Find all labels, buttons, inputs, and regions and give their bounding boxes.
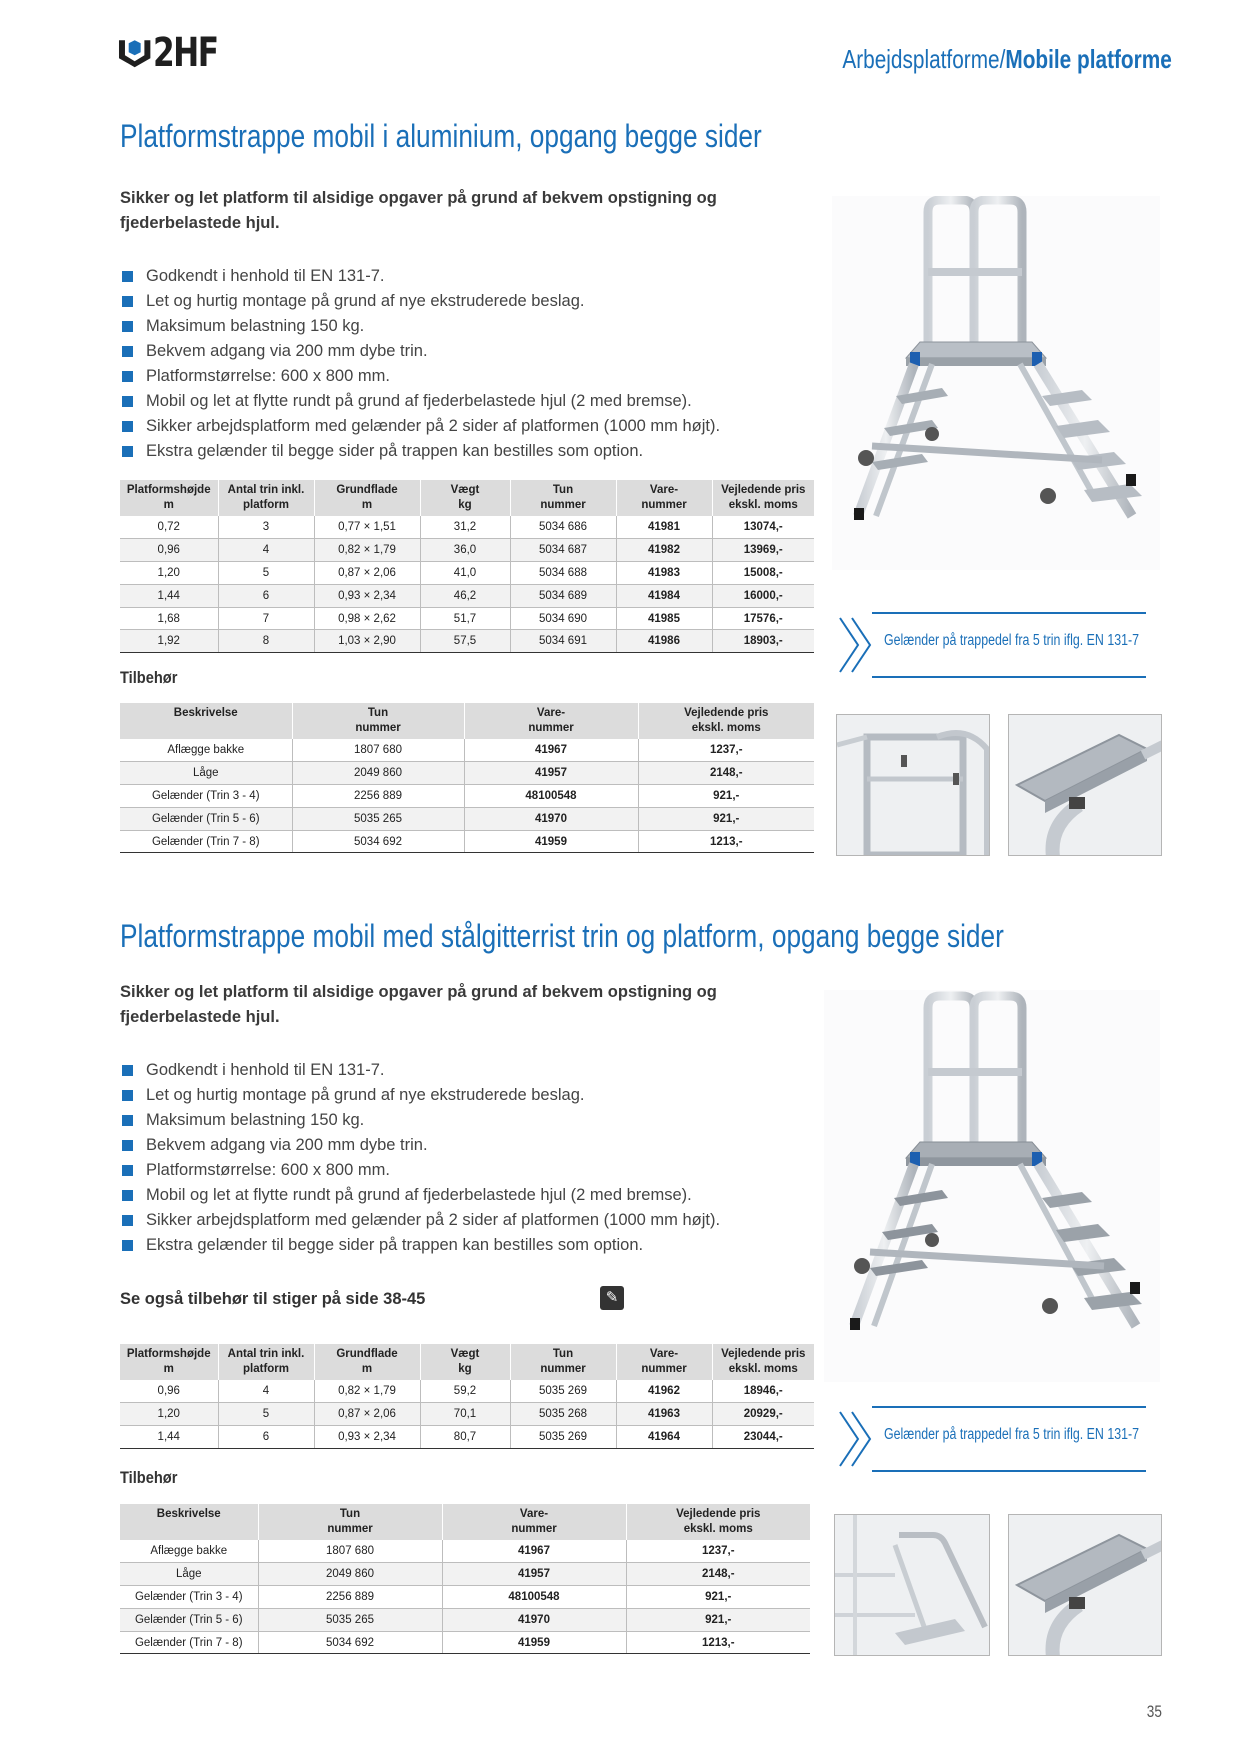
table-cell: 6 — [218, 584, 314, 607]
table-cell: 5 — [218, 1403, 314, 1426]
table-cell: 0,87 × 2,06 — [314, 562, 420, 585]
column-header: Platformshøjde m — [120, 480, 218, 516]
table-cell: 70,1 — [420, 1403, 510, 1426]
callout-text: Gelænder på trappedel fra 5 trin iflg. EN 131-7 — [884, 632, 1140, 649]
table-cell: 41962 — [616, 1380, 712, 1403]
table-cell: 1,92 — [120, 630, 218, 653]
table-cell: 41970 — [464, 807, 638, 830]
table-row — [120, 785, 814, 808]
table-cell: 5035 269 — [510, 1426, 616, 1449]
feature-item: Godkendt i henhold til EN 131-7. — [120, 264, 820, 289]
column-header: Grundflade m — [314, 1344, 420, 1380]
table-cell: 921,- — [638, 807, 814, 830]
table-header-row — [120, 480, 814, 516]
table-cell: 2148,- — [638, 762, 814, 785]
callout-text: Gelænder på trappedel fra 5 trin iflg. EN 131-7 — [884, 1426, 1140, 1443]
table-cell: 41959 — [442, 1631, 626, 1654]
table-header-row — [120, 703, 814, 739]
table-cell: 8 — [218, 630, 314, 653]
table-cell: Aflægge bakke — [120, 1540, 258, 1563]
table-cell: 2256 889 — [292, 785, 464, 808]
table-cell: 41959 — [464, 830, 638, 853]
section-1-accessories-title: Tilbehør — [120, 668, 178, 687]
table-cell: 41964 — [616, 1426, 712, 1449]
table-row — [120, 1586, 810, 1609]
table-row — [120, 1426, 814, 1449]
column-header: Vejledende pris ekskl. moms — [712, 1344, 814, 1380]
table-cell: 18946,- — [712, 1380, 814, 1403]
table-cell: 5034 687 — [510, 539, 616, 562]
table-cell: 0,96 — [120, 1380, 218, 1403]
table-cell: Låge — [120, 1563, 258, 1586]
accessory-photo-tray — [1008, 1514, 1162, 1656]
table-cell: 41970 — [442, 1608, 626, 1631]
table-cell: 36,0 — [420, 539, 510, 562]
table-cell: 4 — [218, 539, 314, 562]
section-2-accessories-title: Tilbehør — [120, 1468, 178, 1487]
intro-line: fjederbelastede hjul. — [120, 1008, 280, 1026]
table-cell: 0,72 — [120, 516, 218, 539]
table-cell: Aflægge bakke — [120, 739, 292, 762]
accessory-photo-handrail — [834, 1514, 990, 1656]
product-photo-aluminium-platform — [832, 196, 1160, 570]
table-cell: 1,44 — [120, 584, 218, 607]
table-cell: 921,- — [638, 785, 814, 808]
table-cell: 41,0 — [420, 562, 510, 585]
breadcrumb-separator: / — [999, 44, 1006, 74]
table-cell: 1,68 — [120, 607, 218, 630]
table-cell: 41967 — [442, 1540, 626, 1563]
gate-illustration — [837, 715, 990, 856]
table-cell: 1807 680 — [292, 739, 464, 762]
table-cell: 4 — [218, 1380, 314, 1403]
table-cell: 1807 680 — [258, 1540, 442, 1563]
table-cell: 18903,- — [712, 630, 814, 653]
table-cell: 41957 — [464, 762, 638, 785]
table-cell: 13969,- — [712, 539, 814, 562]
feature-item: Sikker arbejdsplatform med gelænder på 2 sider af platformen (1000 mm højt). — [120, 414, 820, 439]
table-cell: 1,44 — [120, 1426, 218, 1449]
column-header: Vægt kg — [420, 1344, 510, 1380]
section-2-spec-table — [120, 1344, 814, 1449]
table-cell: 921,- — [626, 1608, 810, 1631]
product-photo-steel-grating-platform — [824, 990, 1160, 1382]
feature-item: Maksimum belastning 150 kg. — [120, 314, 820, 339]
section-2-accessories-table — [120, 1504, 810, 1654]
book-icon: ✎ — [600, 1286, 624, 1310]
table-cell: 1237,- — [638, 739, 814, 762]
table-cell: Gelænder (Trin 7 - 8) — [120, 830, 292, 853]
table-cell: 5 — [218, 562, 314, 585]
table-row — [120, 584, 814, 607]
table-cell: 0,82 × 1,79 — [314, 1380, 420, 1403]
table-cell: 0,98 × 2,62 — [314, 607, 420, 630]
table-cell: 5034 692 — [258, 1631, 442, 1654]
section-2-intro — [120, 980, 810, 1030]
table-cell: 46,2 — [420, 584, 510, 607]
section-1-spec-table — [120, 480, 814, 653]
table-cell: 3 — [218, 516, 314, 539]
column-header: Beskrivelse — [120, 703, 292, 739]
table-cell: 0,82 × 1,79 — [314, 539, 420, 562]
breadcrumb-current: Mobile platforme — [1005, 44, 1172, 74]
table-cell: 0,77 × 1,51 — [314, 516, 420, 539]
table-cell: 5035 269 — [510, 1380, 616, 1403]
breadcrumb — [843, 44, 1172, 75]
intro-line: fjederbelastede hjul. — [120, 214, 280, 232]
table-cell: 5034 689 — [510, 584, 616, 607]
table-row — [120, 539, 814, 562]
column-header: Vare- nummer — [464, 703, 638, 739]
table-row — [120, 762, 814, 785]
table-row — [120, 1631, 810, 1654]
column-header: Vare- nummer — [616, 1344, 712, 1380]
logo-icon — [116, 30, 153, 76]
table-cell: 5035 268 — [510, 1403, 616, 1426]
table-row — [120, 562, 814, 585]
table-cell: 17576,- — [712, 607, 814, 630]
section-1-features — [120, 264, 820, 464]
table-cell: Gelænder (Trin 3 - 4) — [120, 1586, 258, 1609]
accessory-photo-gate — [836, 714, 990, 856]
column-header: Beskrivelse — [120, 1504, 258, 1540]
table-cell: 5034 686 — [510, 516, 616, 539]
section-1-title: Platformstrappe mobil i aluminium, opgang begge sider — [120, 118, 762, 154]
column-header: Grundflade m — [314, 480, 420, 516]
column-header: Platformshøjde m — [120, 1344, 218, 1380]
column-header: Vare- nummer — [616, 480, 712, 516]
table-cell: 1237,- — [626, 1540, 810, 1563]
table-cell: 2256 889 — [258, 1586, 442, 1609]
feature-item: Mobil og let at flytte rundt på grund af fjederbelastede hjul (2 med bremse). — [120, 1183, 820, 1208]
section-2-features — [120, 1058, 820, 1258]
table-cell: Gelænder (Trin 5 - 6) — [120, 1608, 258, 1631]
intro-line: Sikker og let platform til alsidige opgaver på grund af bekvem opstigning og — [120, 983, 717, 1001]
table-cell: 5034 691 — [510, 630, 616, 653]
table-cell: 31,2 — [420, 516, 510, 539]
table-cell: 51,7 — [420, 607, 510, 630]
table-cell: 41957 — [442, 1563, 626, 1586]
column-header: Antal trin inkl. platform — [218, 1344, 314, 1380]
table-row — [120, 807, 814, 830]
handrail-illustration — [835, 1515, 990, 1656]
column-header: Tun nummer — [292, 703, 464, 739]
table-row — [120, 1563, 810, 1586]
section-1-intro — [120, 186, 810, 236]
column-header: Antal trin inkl. platform — [218, 480, 314, 516]
platform-ladder-illustration — [824, 990, 1160, 1382]
table-cell: 5034 688 — [510, 562, 616, 585]
table-cell: 41982 — [616, 539, 712, 562]
table-cell: 0,93 × 2,34 — [314, 1426, 420, 1449]
table-cell: 41985 — [616, 607, 712, 630]
chevron-right-icon — [836, 1406, 876, 1472]
table-row — [120, 1380, 814, 1403]
table-cell: 2049 860 — [292, 762, 464, 785]
table-cell: 1213,- — [638, 830, 814, 853]
table-cell: 48100548 — [442, 1586, 626, 1609]
feature-item: Maksimum belastning 150 kg. — [120, 1108, 820, 1133]
table-cell: 16000,- — [712, 584, 814, 607]
breadcrumb-parent: Arbejdsplatforme — [842, 44, 1000, 74]
column-header: Vejledende pris ekskl. moms — [626, 1504, 810, 1540]
table-cell: 1,20 — [120, 562, 218, 585]
table-cell: 0,87 × 2,06 — [314, 1403, 420, 1426]
tray-illustration — [1009, 1515, 1162, 1656]
feature-item: Bekvem adgang via 200 mm dybe trin. — [120, 1133, 820, 1158]
platform-ladder-illustration — [832, 196, 1160, 570]
column-header: Tun nummer — [510, 480, 616, 516]
table-cell: 2148,- — [626, 1563, 810, 1586]
table-cell: 921,- — [626, 1586, 810, 1609]
section-2-callout — [836, 1406, 1146, 1472]
table-cell: 13074,- — [712, 516, 814, 539]
column-header: Vejledende pris ekskl. moms — [638, 703, 814, 739]
table-cell: 41984 — [616, 584, 712, 607]
column-header: Tun nummer — [258, 1504, 442, 1540]
table-row — [120, 739, 814, 762]
feature-item: Ekstra gelænder til begge sider på trappen kan bestilles som option. — [120, 439, 820, 464]
accessory-photo-tray — [1008, 714, 1162, 856]
table-row — [120, 1403, 814, 1426]
table-cell: 0,96 — [120, 539, 218, 562]
table-cell: Gelænder (Trin 3 - 4) — [120, 785, 292, 808]
table-cell: 15008,- — [712, 562, 814, 585]
feature-item: Platformstørrelse: 600 x 800 mm. — [120, 364, 820, 389]
table-row — [120, 630, 814, 653]
page-number: 35 — [1146, 1702, 1162, 1721]
table-cell: 41963 — [616, 1403, 712, 1426]
table-cell: 20929,- — [712, 1403, 814, 1426]
table-cell: 5034 690 — [510, 607, 616, 630]
table-row — [120, 1540, 810, 1563]
table-row — [120, 830, 814, 853]
table-cell: 5035 265 — [292, 807, 464, 830]
table-cell: 41981 — [616, 516, 712, 539]
table-cell: 59,2 — [420, 1380, 510, 1403]
feature-item: Mobil og let at flytte rundt på grund af fjederbelastede hjul (2 med bremse). — [120, 389, 820, 414]
column-header: Vare- nummer — [442, 1504, 626, 1540]
section-2-title: Platformstrappe mobil med stålgitterrist trin og platform, opgang begge sider — [120, 918, 1004, 954]
table-cell: 5035 265 — [258, 1608, 442, 1631]
tray-illustration — [1009, 715, 1162, 856]
table-cell: Gelænder (Trin 5 - 6) — [120, 807, 292, 830]
table-cell: 1,03 × 2,90 — [314, 630, 420, 653]
feature-item: Platformstørrelse: 600 x 800 mm. — [120, 1158, 820, 1183]
table-cell: 1,20 — [120, 1403, 218, 1426]
feature-item: Let og hurtig montage på grund af nye ekstruderede beslag. — [120, 289, 820, 314]
section-1-callout — [836, 612, 1146, 678]
table-cell: 23044,- — [712, 1426, 814, 1449]
table-cell: 41967 — [464, 739, 638, 762]
chevron-right-icon — [836, 612, 876, 678]
feature-item: Godkendt i henhold til EN 131-7. — [120, 1058, 820, 1083]
table-row — [120, 607, 814, 630]
feature-item: Bekvem adgang via 200 mm dybe trin. — [120, 339, 820, 364]
table-cell: 7 — [218, 607, 314, 630]
table-cell: 6 — [218, 1426, 314, 1449]
table-cell: 41983 — [616, 562, 712, 585]
intro-line: Sikker og let platform til alsidige opgaver på grund af bekvem opstigning og — [120, 189, 717, 207]
table-header-row — [120, 1504, 810, 1540]
table-cell: 48100548 — [464, 785, 638, 808]
feature-item: Ekstra gelænder til begge sider på trappen kan bestilles som option. — [120, 1233, 820, 1258]
table-header-row — [120, 1344, 814, 1380]
logo — [116, 28, 236, 78]
table-row — [120, 516, 814, 539]
table-cell: 2049 860 — [258, 1563, 442, 1586]
table-cell: 80,7 — [420, 1426, 510, 1449]
column-header: Vægt kg — [420, 480, 510, 516]
table-cell: 1213,- — [626, 1631, 810, 1654]
table-cell: Låge — [120, 762, 292, 785]
feature-item: Sikker arbejdsplatform med gelænder på 2 sider af platformen (1000 mm højt). — [120, 1208, 820, 1233]
column-header: Vejledende pris ekskl. moms — [712, 480, 814, 516]
table-cell: 5034 692 — [292, 830, 464, 853]
table-cell: 57,5 — [420, 630, 510, 653]
section-1-accessories-table — [120, 703, 814, 853]
table-row — [120, 1608, 810, 1631]
logo-text: 2HF — [153, 30, 218, 76]
feature-item: Let og hurtig montage på grund af nye ekstruderede beslag. — [120, 1083, 820, 1108]
table-cell: Gelænder (Trin 7 - 8) — [120, 1631, 258, 1654]
column-header: Tun nummer — [510, 1344, 616, 1380]
table-cell: 41986 — [616, 630, 712, 653]
table-cell: 0,93 × 2,34 — [314, 584, 420, 607]
see-also-note: Se også tilbehør til stiger på side 38-45 — [120, 1290, 426, 1308]
